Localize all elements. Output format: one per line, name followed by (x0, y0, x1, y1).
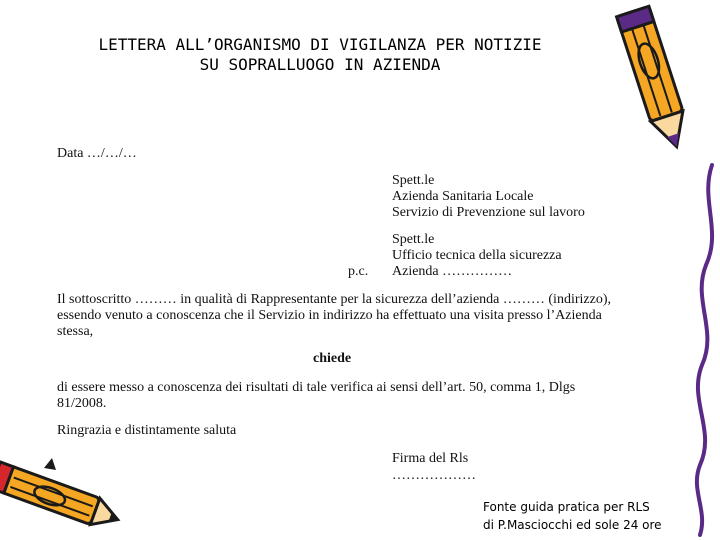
closing-line: Ringrazia e distintamente saluta (57, 423, 237, 438)
body-paragraph-1: Il sottoscritto ……… in qualità di Rappresentante per la sicurezza dell’azienda ……… (indirizzo), essendo venuto a conoscenza che il Servizio in indirizzo ha effettuato una visita presso l’Azienda stessa, (57, 292, 611, 339)
pc-label: p.c. (348, 264, 369, 279)
recipient-1-line: Servizio di Prevenzione sul lavoro (392, 205, 585, 220)
signature-line: ……………… (392, 468, 476, 483)
chiede-word: chiede (313, 351, 352, 366)
recipient-1-line: Spett.le (392, 173, 435, 188)
recipient-2-line: Spett.le (392, 232, 435, 247)
body-paragraph-2: di essere messo a conoscenza dei risultati di tale verifica ai sensi dell’art. 50, comma 1, Dlgs 81/2008. (57, 380, 576, 411)
recipient-2-line: Ufficio tecnica della sicurezza (392, 248, 562, 263)
source-line-1: Fonte guida pratica per RLS (483, 500, 650, 514)
source-line-2: di P.Masciocchi ed sole 24 ore (483, 518, 662, 532)
letter-date: Data …/…/… (57, 146, 137, 161)
company-line: Azienda …………… (392, 264, 513, 279)
signature-label: Firma del Rls (392, 451, 469, 466)
title-line-2: SU SOPRALLUOGO IN AZIENDA (199, 55, 441, 74)
title-line-1: LETTERA ALL’ORGANISMO DI VIGILANZA PER NOTIZIE (98, 35, 542, 54)
recipient-1-line: Azienda Sanitaria Locale (392, 189, 534, 204)
